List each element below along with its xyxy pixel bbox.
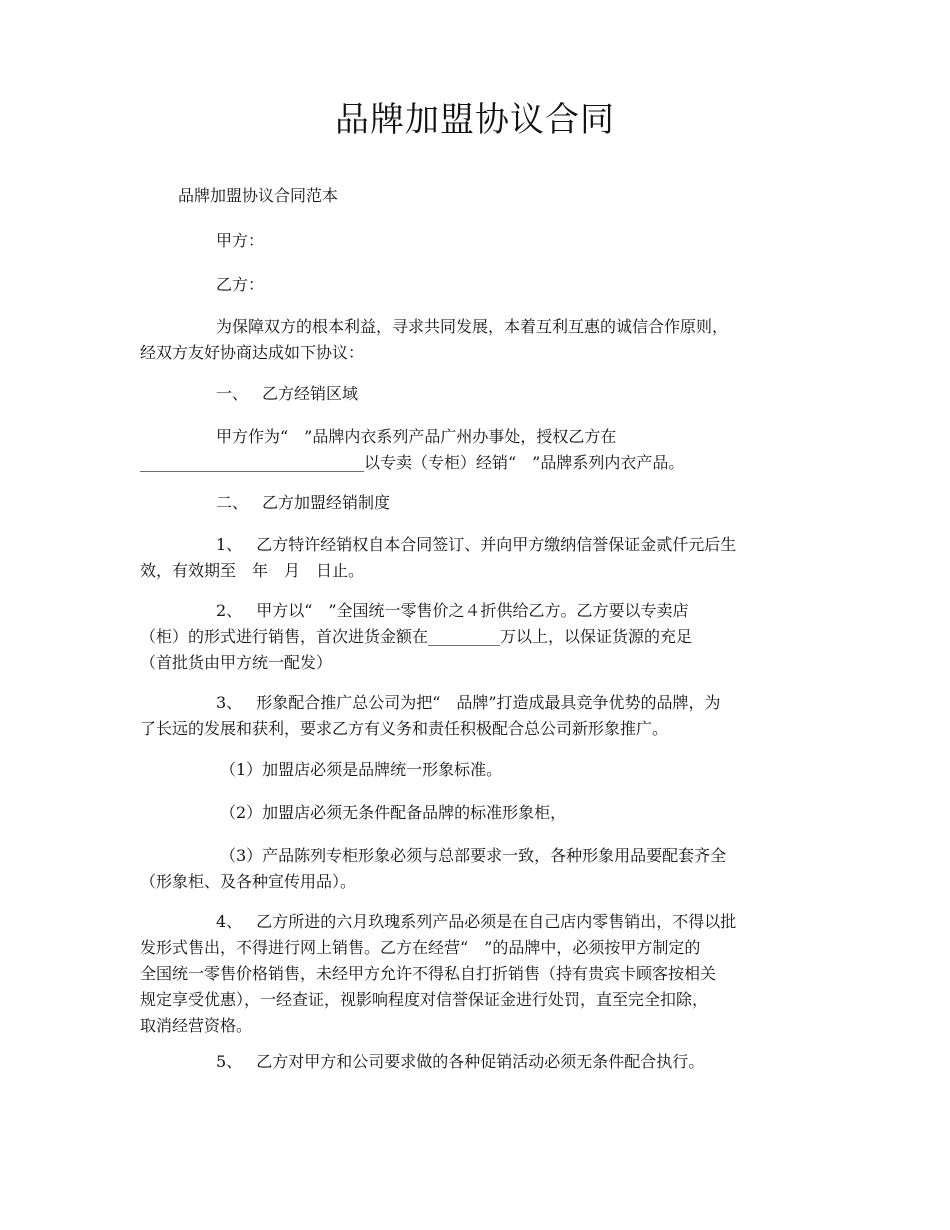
section-1-heading — [140, 381, 886, 407]
clause-4-line-3: 全国统一零售价格销售，未经甲方允许不得私自打折销售（持有贵宾卡顾客按相关 — [140, 964, 717, 983]
section-2-number: 二、 — [216, 493, 249, 512]
clause-3-number: 3、 — [216, 693, 243, 712]
section-2-title: 乙方加盟经销制度 — [262, 493, 391, 512]
sub-item-2: （2）加盟店必须无条件配备品牌的标准形象柜， — [220, 803, 567, 822]
sub-item-3 — [140, 843, 810, 895]
section-1-number: 一、 — [216, 384, 249, 403]
clause-2 — [140, 598, 810, 676]
clause-4-number: 4、 — [216, 912, 243, 931]
clause-2-line-3: （首批货由甲方统一配发） — [140, 653, 333, 672]
preamble-line-2: 经双方友好协商达成如下协议： — [140, 343, 365, 362]
section-1-title: 乙方经销区域 — [262, 384, 359, 403]
sub-item-3-line-1: （3）产品陈列专柜形象必须与总部要求一致，各种形象用品要配套齐全 — [220, 846, 727, 865]
clause-3-line-2: 了长远的发展和获利，要求乙方有义务和责任积极配合总公司新形象推广。 — [140, 719, 669, 738]
clause-4 — [140, 909, 810, 1039]
section-1-body-line-1: 甲方作为“ ”品牌内衣系列产品广州办事处，授权乙方在 — [216, 427, 617, 446]
sub-item-3-line-2: （形象柜、及各种宣传用品）。 — [140, 872, 357, 891]
clause-5-number: 5、 — [216, 1052, 243, 1071]
clause-3-line-1: 3、 形象配合推广总公司为把“ 品牌”打造成最具竞争优势的品牌，为 — [216, 693, 721, 712]
section-1-body-line-2: ____________________________以专卖（专柜）经销“ ”品牌系列内衣产品。 — [140, 453, 685, 472]
document-title: 品牌加盟协议合同 — [335, 100, 615, 140]
section-2-heading — [140, 490, 886, 516]
clause-1 — [140, 532, 810, 584]
clause-1-line-2: 效，有效期至 年 月 日止。 — [140, 561, 365, 580]
preamble-paragraph — [140, 314, 810, 366]
section-1-body — [140, 424, 810, 476]
clause-1-line-1: 1、 乙方特许经销权自本合同签订、并向甲方缴纳信誉保证金贰仟元后生 — [216, 535, 737, 554]
clause-2-number: 2、 — [216, 601, 243, 620]
clause-4-line-1: 4、 乙方所进的六月玖瑰系列产品必须是在自己店内零售销出，不得以批 — [216, 912, 737, 931]
clause-4-line-5: 取消经营资格。 — [140, 1016, 253, 1035]
clause-1-number: 1、 — [216, 535, 243, 554]
document-subtitle: 品牌加盟协议合同范本 — [178, 186, 339, 205]
clause-4-line-4: 规定享受优惠），一经查证，视影响程度对信誉保证金进行处罚，直至完全扣除， — [140, 990, 709, 1009]
clause-5-line-1: 5、 乙方对甲方和公司要求做的各种促销活动必须无条件配合执行。 — [216, 1052, 705, 1071]
party-b-label: 乙方： — [216, 275, 265, 294]
sub-item-1: （1）加盟店必须是品牌统一形象标准。 — [220, 760, 503, 779]
preamble-line-1: 为保障双方的根本利益，寻求共同发展，本着互利互惠的诚信合作原则， — [216, 317, 729, 336]
clause-3 — [140, 690, 810, 742]
clause-2-line-2: （柜）的形式进行销售，首次进货金额在_________万以上，以保证货源的充足 — [140, 627, 693, 646]
clause-4-line-2: 发形式售出，不得进行网上销售。乙方在经营“ ”的品牌中，必须按甲方制定的 — [140, 938, 701, 957]
clause-2-line-1: 2、 甲方以“ ”全国统一零售价之４折供给乙方。乙方要以专卖店 — [216, 601, 689, 620]
clause-5 — [140, 1049, 810, 1075]
party-a-label: 甲方： — [216, 231, 265, 250]
